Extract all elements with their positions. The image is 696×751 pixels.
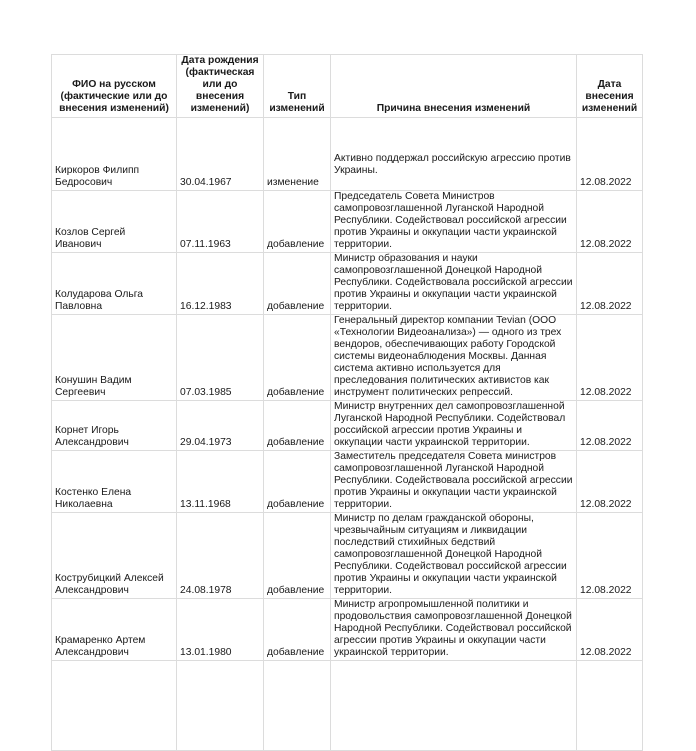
cell-birth-date: 30.04.1967 <box>177 118 264 191</box>
cell-added-date: 12.08.2022 <box>577 315 643 401</box>
cell-change-type: добавление <box>264 253 331 315</box>
cell-birth-date: 07.11.1963 <box>177 191 264 253</box>
table-row <box>52 118 643 191</box>
table-row <box>52 315 643 401</box>
cell-added-date: 12.08.2022 <box>577 451 643 513</box>
cell-added-date: 12.08.2022 <box>577 513 643 599</box>
header-name: ФИО на русском (фактические или до внесения изменений) <box>52 55 177 118</box>
cell-name: Костенко Елена Николаевна <box>52 451 177 513</box>
cell-birth-date: 24.08.1978 <box>177 513 264 599</box>
sanctions-table-page <box>51 54 643 751</box>
empty-cell <box>577 661 643 751</box>
cell-name: Корнет Игорь Александрович <box>52 401 177 451</box>
empty-row <box>52 661 643 751</box>
cell-added-date: 12.08.2022 <box>577 118 643 191</box>
cell-change-type: изменение <box>264 118 331 191</box>
table-row <box>52 253 643 315</box>
cell-change-type: добавление <box>264 315 331 401</box>
cell-added-date: 12.08.2022 <box>577 401 643 451</box>
empty-cell <box>331 661 577 751</box>
empty-cell <box>52 661 177 751</box>
cell-name: Козлов Сергей Иванович <box>52 191 177 253</box>
sanctions-table <box>51 54 643 751</box>
header-added-date: Дата внесения изменений <box>577 55 643 118</box>
cell-change-type: добавление <box>264 191 331 253</box>
cell-change-type: добавление <box>264 513 331 599</box>
table-row <box>52 451 643 513</box>
cell-birth-date: 16.12.1983 <box>177 253 264 315</box>
cell-birth-date: 07.03.1985 <box>177 315 264 401</box>
cell-change-type: добавление <box>264 599 331 661</box>
cell-birth-date: 13.11.1968 <box>177 451 264 513</box>
cell-reason: Министр внутренних дел самопровозглашенной Луганской Народной Республики. Содействовал российской агрессии против Украины и оккупации части украинской территории. <box>331 401 577 451</box>
table-row <box>52 513 643 599</box>
header-change-type: Тип изменений <box>264 55 331 118</box>
header-birth-date: Дата рождения (фактическая или до внесения изменений) <box>177 55 264 118</box>
header-row <box>52 55 643 118</box>
cell-reason: Заместитель председателя Совета министров самопровозглашенной Луганской Народной Республики. Содействовала российской агрессии против Украины и оккупации части украинской территории. <box>331 451 577 513</box>
cell-name: Крамаренко Артем Александрович <box>52 599 177 661</box>
cell-added-date: 12.08.2022 <box>577 599 643 661</box>
cell-name: Кострубицкий Алексей Александрович <box>52 513 177 599</box>
cell-birth-date: 29.04.1973 <box>177 401 264 451</box>
cell-reason: Министр образования и науки самопровозглашенной Донецкой Народной Республики. Содействовала российской агрессии против Украины и оккупации части украинской территории. <box>331 253 577 315</box>
cell-added-date: 12.08.2022 <box>577 191 643 253</box>
table-row <box>52 599 643 661</box>
cell-added-date: 12.08.2022 <box>577 253 643 315</box>
empty-cell <box>177 661 264 751</box>
cell-name: Конушин Вадим Сергеевич <box>52 315 177 401</box>
cell-reason: Министр по делам гражданской обороны, чрезвычайным ситуациям и ликвидации последствий стихийных бедствий самопровозглашенной Донецкой Народной Республики. Содействовал российской агрессии против Украины и оккупации части украинской территории. <box>331 513 577 599</box>
table-row <box>52 191 643 253</box>
cell-reason: Министр агропромышленной политики и продовольствия самопровозглашенной Донецкой Народной Республики. Содействовал российской агрессии против Украины и оккупации части украинской территории. <box>331 599 577 661</box>
cell-reason: Председатель Совета Министров самопровозглашенной Луганской Народной Республики. Содействовал российской агрессии против Украины и оккупации части украинской территории. <box>331 191 577 253</box>
cell-change-type: добавление <box>264 451 331 513</box>
cell-reason: Активно поддержал российскую агрессию против Украины. <box>331 118 577 191</box>
empty-cell <box>264 661 331 751</box>
table-row <box>52 401 643 451</box>
cell-change-type: добавление <box>264 401 331 451</box>
cell-birth-date: 13.01.1980 <box>177 599 264 661</box>
header-reason: Причина внесения изменений <box>331 55 577 118</box>
cell-reason: Генеральный директор компании Tevian (ООО «Технологии Видеоанализа») — одного из трех вендоров, обеспечивающих работу Городской системы видеонаблюдения Москвы. Данная система активно используется для преследования политических активистов как инструмент политических репрессий. <box>331 315 577 401</box>
cell-name: Колударова Ольга Павловна <box>52 253 177 315</box>
cell-name: Киркоров Филипп Бедросович <box>52 118 177 191</box>
